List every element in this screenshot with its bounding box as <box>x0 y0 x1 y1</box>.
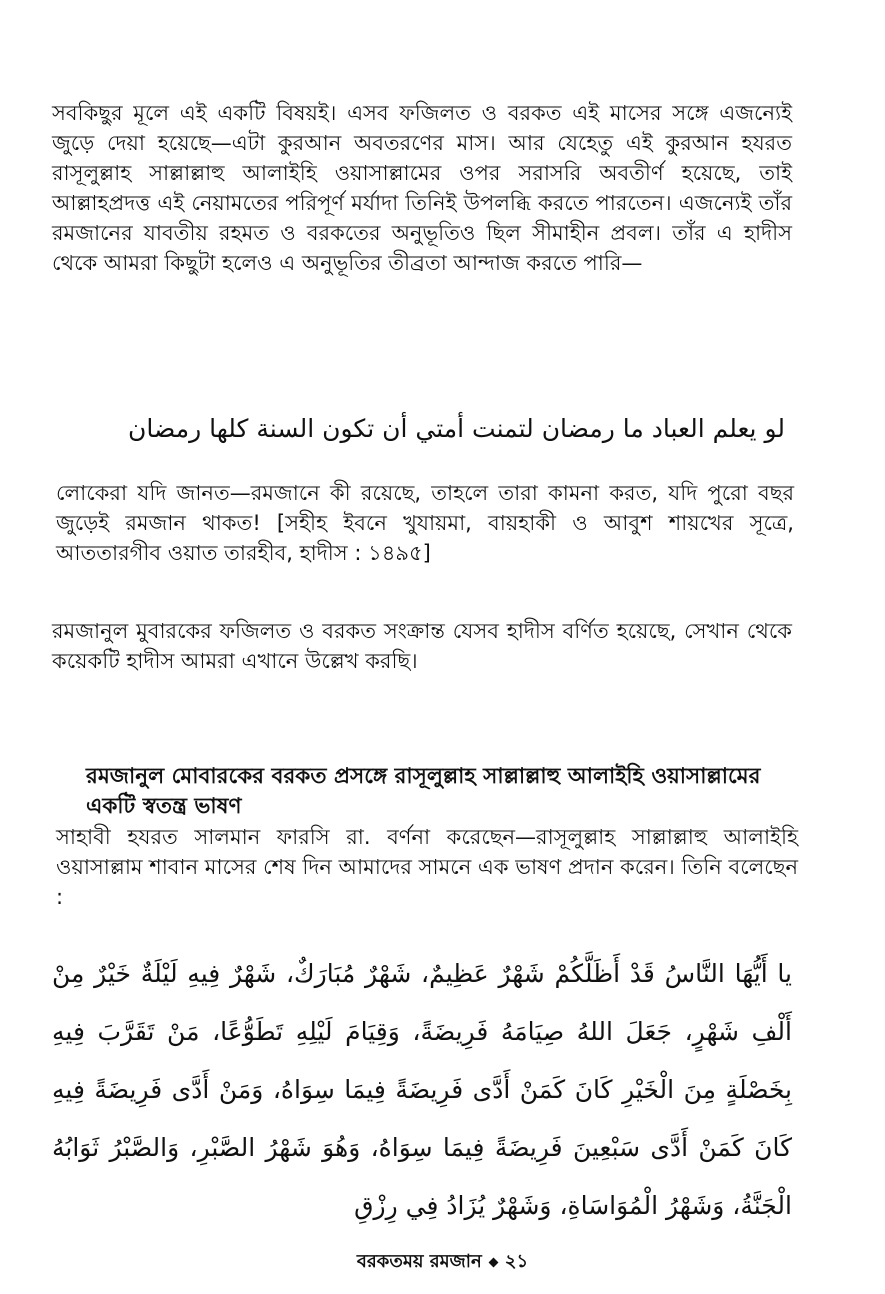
page-footer <box>0 1247 885 1278</box>
hadith-translation: লোকেরা যদি জানত—রমজানে কী রয়েছে, তাহলে তারা কামনা করত, যদি পুরো বছর জুড়েই রমজান থাকত! [সহীহ ইবনে খুযায়মা, বায়হাকী ও আবুশ শায়খের সূত্রে, আততারগীব ওয়াত তারহীব, হাদীস : ১৪৯৫] <box>56 481 794 565</box>
arabic-sermon: يا أَيُّهَا النَّاسُ قَدْ أَظَلَّكُمْ شَهْرٌ عَظِيمٌ، شَهْرٌ مُبَارَكٌ، شَهْرٌ فِيهِ لَيْلَةٌ خَيْرٌ مِنْ أَلْفِ شَهْرٍ، جَعَلَ اللهُ صِيَامَهُ فَرِيضَةً، وَقِيَامَ لَيْلِهِ تَطَوُّعًا، مَنْ تَقَرَّبَ فِيهِ بِخَصْلَةٍ مِنَ الْخَيْرِ كَانَ كَمَنْ أَدَّى فَرِيضَةً فِيمَا سِوَاهُ، وَمَنْ أَدَّى فَرِيضَةً فِيهِ كَانَ كَمَنْ أَدَّى سَبْعِينَ فَرِيضَةً فِيمَا سِوَاهُ، وَهُوَ شَهْرُ الصَّبْرِ، وَالصَّبْرُ ثَوَابُهُ الْجَنَّةُ، وَشَهْرُ الْمُوَاسَاةِ، وَشَهْرٌ يُزَادُ فِي رِزْقِ <box>52 959 792 1220</box>
arabic-hadith: لو يعلم العباد ما رمضان لتمنت أمتي أن تكون السنة كلها رمضان <box>128 414 785 443</box>
transition-paragraph: রমজানুল মুবারকের ফজিলত ও বরকত সংক্রান্ত যেসব হাদীস বর্ণিত হয়েছে, সেখান থেকে কয়েকটি হাদীস আমরা এখানে উল্লেখ করছি। <box>52 619 792 673</box>
intro-paragraph: সবকিছুর মূলে এই একটি বিষয়ই। এসব ফজিলত ও বরকত এই মাসের সঙ্গে এজন্যেই জুড়ে দেয়া হয়েছে—এটা কুরআন অবতরণের মাস। আর যেহেতু এই কুরআন হযরত রাসূলুল্লাহ সাল্লাল্লাহু আলাইহি ওয়াসাল্লামের ওপর সরাসরি অবতীর্ণ হয়েছে, তাই আল্লাহপ্রদত্ত এই নেয়ামতের পরিপূর্ণ মর্যাদা তিনিই উপলব্ধি করতে পারতেন। এজন্যেই তাঁর রমজানের যাবতীয় রহমত ও বরকতের অনুভূতিও ছিল সীমাহীন প্রবল। তাঁর এ হাদীস থেকে আমরা কিছুটা হলেও এ অনুভূতির তীব্রতা আন্দাজ করতে পারি— <box>52 101 792 275</box>
diamond-separator-icon <box>488 1257 498 1267</box>
section-heading: রমজানুল মোবারকের বরকত প্রসঙ্গে রাসূলুল্লাহ সাল্লাল্লাহু আলাইহি ওয়াসাল্লামের একটি স্বতন্ত্র ভাষণ <box>86 764 761 819</box>
footer-book-title: বরকতময় রমজান <box>356 1251 482 1272</box>
narration-paragraph: সাহাবী হযরত সালমান ফারসি রা. বর্ণনা করেছেন—রাসূলুল্লাহ সাল্লাল্লাহু আলাইহি ওয়াসাল্লাম শাবান মাসের শেষ দিন আমাদের সামনে এক ভাষণ প্রদান করেন। তিনি বলেছেন : <box>56 825 798 909</box>
page-number: ২১ <box>504 1251 529 1272</box>
